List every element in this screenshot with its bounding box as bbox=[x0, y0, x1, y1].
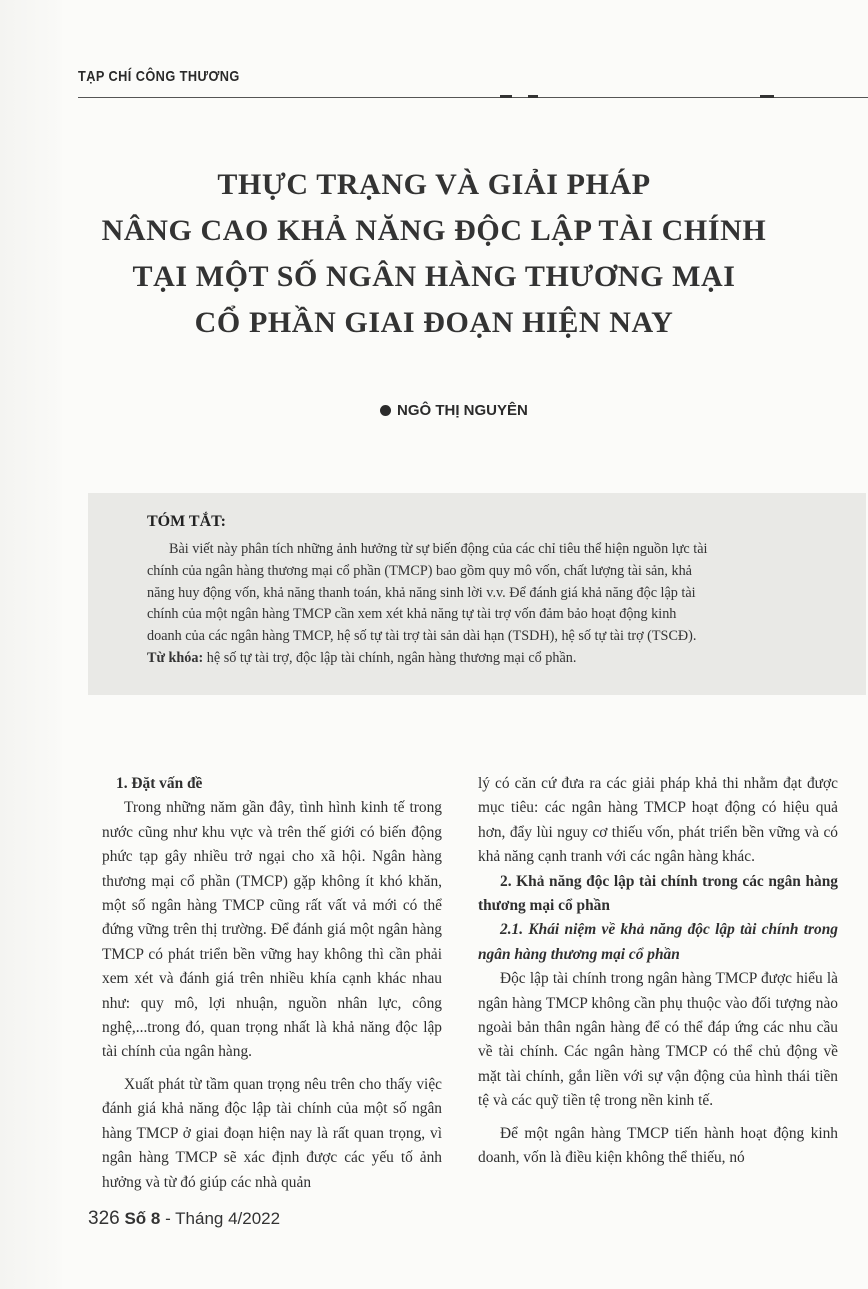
journal-header: TẠP CHÍ CÔNG THƯƠNG bbox=[78, 68, 240, 85]
section-heading: 2. Khả năng độc lập tài chính trong các ngân hàng thương mại cổ phần bbox=[478, 872, 838, 915]
keywords-line bbox=[147, 648, 815, 670]
abstract-line: chính của một ngân hàng TMCP cần xem xét khả năng tự tài trợ vốn đảm bảo hoạt động kinh bbox=[147, 606, 677, 623]
title-line: CỔ PHẦN GIAI ĐOẠN HIỆN NAY bbox=[194, 306, 674, 339]
title-line: NÂNG CAO KHẢ NĂNG ĐỘC LẬP TÀI CHÍNH bbox=[101, 214, 767, 247]
abstract-box bbox=[88, 493, 866, 695]
keywords-label: Từ khóa: bbox=[147, 649, 204, 666]
author bbox=[380, 402, 528, 419]
left-column bbox=[102, 772, 442, 1195]
issue-date: - Tháng 4/2022 bbox=[160, 1209, 281, 1228]
subsection-heading: 2.1. Khái niệm về khả năng độc lập tài chính trong ngân hàng thương mại cổ phần bbox=[478, 921, 838, 963]
abstract-body bbox=[147, 539, 815, 670]
header-rule-dash bbox=[528, 95, 538, 98]
header-rule bbox=[78, 97, 868, 98]
paragraph: lý có căn cứ đưa ra các giải pháp khả thi nhằm đạt được mục tiêu: các ngân hàng TMCP hoạt động có hiệu quả hơn, đẩy lùi nguy cơ thiếu vốn, phát triển bền vững và có khả năng cạnh tranh với các ngân hàng khác. bbox=[478, 775, 838, 866]
abstract-line: năng huy động vốn, khả năng thanh toán, khả năng sinh lời v.v. Để đánh giá khả năng độc lập tài bbox=[147, 584, 696, 601]
section-heading: 1. Đặt vấn đề bbox=[116, 775, 203, 792]
abstract-line: doanh của các ngân hàng TMCP, hệ số tự tài trợ tài sản dài hạn (TSDH), hệ số tự tài trợ (TSCĐ). bbox=[147, 628, 697, 645]
abstract-line: Bài viết này phân tích những ảnh hưởng từ sự biến động của các chỉ tiêu thể hiện nguồn lực tài bbox=[169, 541, 708, 557]
page-footer bbox=[88, 1208, 280, 1230]
issue-number: Số 8 bbox=[124, 1209, 161, 1228]
article-title bbox=[70, 162, 798, 346]
title-line: THỰC TRẠNG VÀ GIẢI PHÁP bbox=[217, 168, 651, 201]
header-rule-dash bbox=[760, 95, 774, 98]
page-number: 326 bbox=[88, 1208, 120, 1229]
paragraph: Độc lập tài chính trong ngân hàng TMCP được hiểu là ngân hàng TMCP không cần phụ thuộc vào đối tượng nào ngoài bản thân ngân hàng để có thể đáp ứng các nhu cầu về tài chính. Các ngân hàng TMCP có thể chủ động về mặt tài chính, gắn liền với sự vận động của hình thái tiền tệ và các quỹ tiền tệ trong nền kinh tế. bbox=[478, 970, 838, 1110]
page-margin-shadow bbox=[0, 0, 62, 1289]
abstract-line: chính của ngân hàng thương mại cổ phần (TMCP) bao gồm quy mô vốn, chất lượng tài sản, khả bbox=[147, 562, 692, 579]
bullet-icon bbox=[380, 405, 391, 416]
header-rule-dash bbox=[500, 95, 512, 98]
paragraph: Trong những năm gần đây, tình hình kinh tế trong nước cũng như khu vực và trên thế giới có biến động phức tạp gây nhiều trở ngại cho xã hội. Ngân hàng thương mại cổ phần (TMCP) gặp không ít khó khăn, một số ngân hàng TMCP cũng rất vất vả mới có thể đứng vững trên thị trường. Để đánh giá một ngân hàng TMCP có phát triển bền vững hay không thì cần phải xem xét và đánh giá trên nhiều khía cạnh khác nhau như: quy mô, lợi nhuận, nguồn nhân lực, công nghệ,...trong đó, quan trọng nhất là khả năng độc lập tài chính của ngân hàng. bbox=[102, 799, 442, 1061]
right-column bbox=[478, 772, 838, 1171]
paragraph: Xuất phát từ tầm quan trọng nêu trên cho thấy việc đánh giá khả năng độc lập tài chính của một số ngân hàng TMCP ở giai đoạn hiện nay là rất quan trọng, vì ngân hàng TMCP sẽ xác định được các yếu tố ảnh hưởng và từ đó giúp các nhà quản bbox=[102, 1075, 442, 1191]
title-line: TẠI MỘT SỐ NGÂN HÀNG THƯƠNG MẠI bbox=[132, 260, 736, 293]
keywords-text: hệ số tự tài trợ, độc lập tài chính, ngân hàng thương mại cổ phần. bbox=[203, 649, 577, 666]
author-name: NGÔ THỊ NGUYÊN bbox=[397, 402, 528, 419]
abstract-heading: TÓM TẮT: bbox=[147, 513, 226, 530]
paragraph: Để một ngân hàng TMCP tiến hành hoạt động kinh doanh, vốn là điều kiện không thể thiếu, nó bbox=[478, 1124, 838, 1167]
